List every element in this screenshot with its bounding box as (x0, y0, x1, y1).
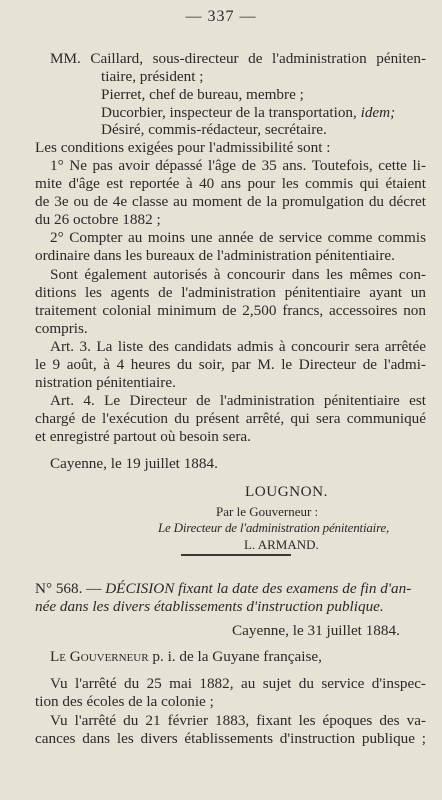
art3-line-3: nistration pénitentiaire. (35, 374, 176, 391)
also-line-3: traitement colonial minimum de 2,500 francs, accessoires non (35, 302, 426, 319)
also-line-2: ditions les agents de l'administration pénitentiaire ayant un (35, 284, 426, 301)
condition-2-line-1: 2° Compter au moins une année de service comme commis (50, 229, 426, 246)
art3-line-1: Art. 3. La liste des candidats admis à concourir sera arrêtée (50, 338, 426, 355)
vu1-line-1: Vu l'arrêté du 25 mai 1882, au sujet du service d'inspec- (50, 675, 426, 692)
vu2-line-2: cances dans les divers établissements d'instruction publique ; (35, 730, 426, 747)
art4-line-2: chargé de l'exécution du présent arrêté, qui sera communiqué (35, 410, 426, 427)
page-number: — 337 — (185, 8, 257, 25)
art4-line-3: et enregistré partout où besoin sera. (35, 428, 251, 445)
decision-number: N° 568. — (35, 580, 106, 597)
governor-title: Le Gouverneur (50, 648, 149, 665)
commission-line-4-text: Ducorbier, inspecteur de la transportation, (101, 104, 361, 121)
conditions-intro: Les conditions exigées pour l'admissibilité sont : (35, 139, 331, 156)
signature-par: Par le Gouverneur : (216, 504, 319, 519)
condition-1-line-3: de 3e ou de 4e classe au moment de la promulgation du décret (35, 193, 426, 210)
governor-rest: p. i. de la Guyane française, (148, 648, 322, 665)
signature-title: Le Directeur de l'administration pénitentiaire, (158, 520, 390, 535)
commission-line-2: tiaire, président ; (101, 68, 204, 85)
commission-line-4-idem: idem; (360, 104, 396, 121)
commission-line-3: Pierret, chef de bureau, membre ; (101, 86, 304, 103)
commission-line-5: Désiré, commis-rédacteur, secrétaire. (101, 121, 327, 138)
commission-line-4 (101, 104, 395, 121)
signature-signer: L. ARMAND. (244, 537, 319, 552)
decision-heading-line-2: née dans les divers établissements d'instruction publique. (35, 598, 384, 615)
vu1-line-2: tion des écoles de la colonie ; (35, 693, 214, 710)
condition-1-line-1: 1° Ne pas avoir dépassé l'âge de 35 ans. Toutefois, cette li- (50, 157, 426, 174)
commission-line-1: MM. Caillard, sous-directeur de l'administration péniten- (50, 50, 426, 67)
section-divider (181, 554, 291, 556)
condition-1-line-2: mite d'âge est reportée à 40 ans pour les commis qui étaient (35, 175, 426, 192)
art3-line-2: le 9 août, à 4 heures du soir, par M. le Directeur de l'admi- (35, 356, 426, 373)
date-2: Cayenne, le 31 juillet 1884. (232, 622, 400, 639)
condition-1-line-4: du 26 octobre 1882 ; (35, 211, 161, 228)
governor-line (50, 648, 322, 665)
signature-name: LOUGNON. (245, 483, 328, 500)
decision-heading (35, 580, 411, 597)
date-1: Cayenne, le 19 juillet 1884. (50, 455, 218, 472)
art4-line-1: Art. 4. Le Directeur de l'administration pénitentiaire est (50, 392, 426, 409)
decision-title: DÉCISION fixant la date des examens de fin d'an- (105, 580, 412, 597)
vu2-line-1: Vu l'arrêté du 21 février 1883, fixant les époques des va- (50, 712, 426, 729)
also-line-4: compris. (35, 320, 88, 337)
condition-2-line-2: ordinaire dans les bureaux de l'administration pénitentiaire. (35, 247, 395, 264)
also-line-1: Sont également autorisés à concourir dans les mêmes con- (50, 266, 426, 283)
